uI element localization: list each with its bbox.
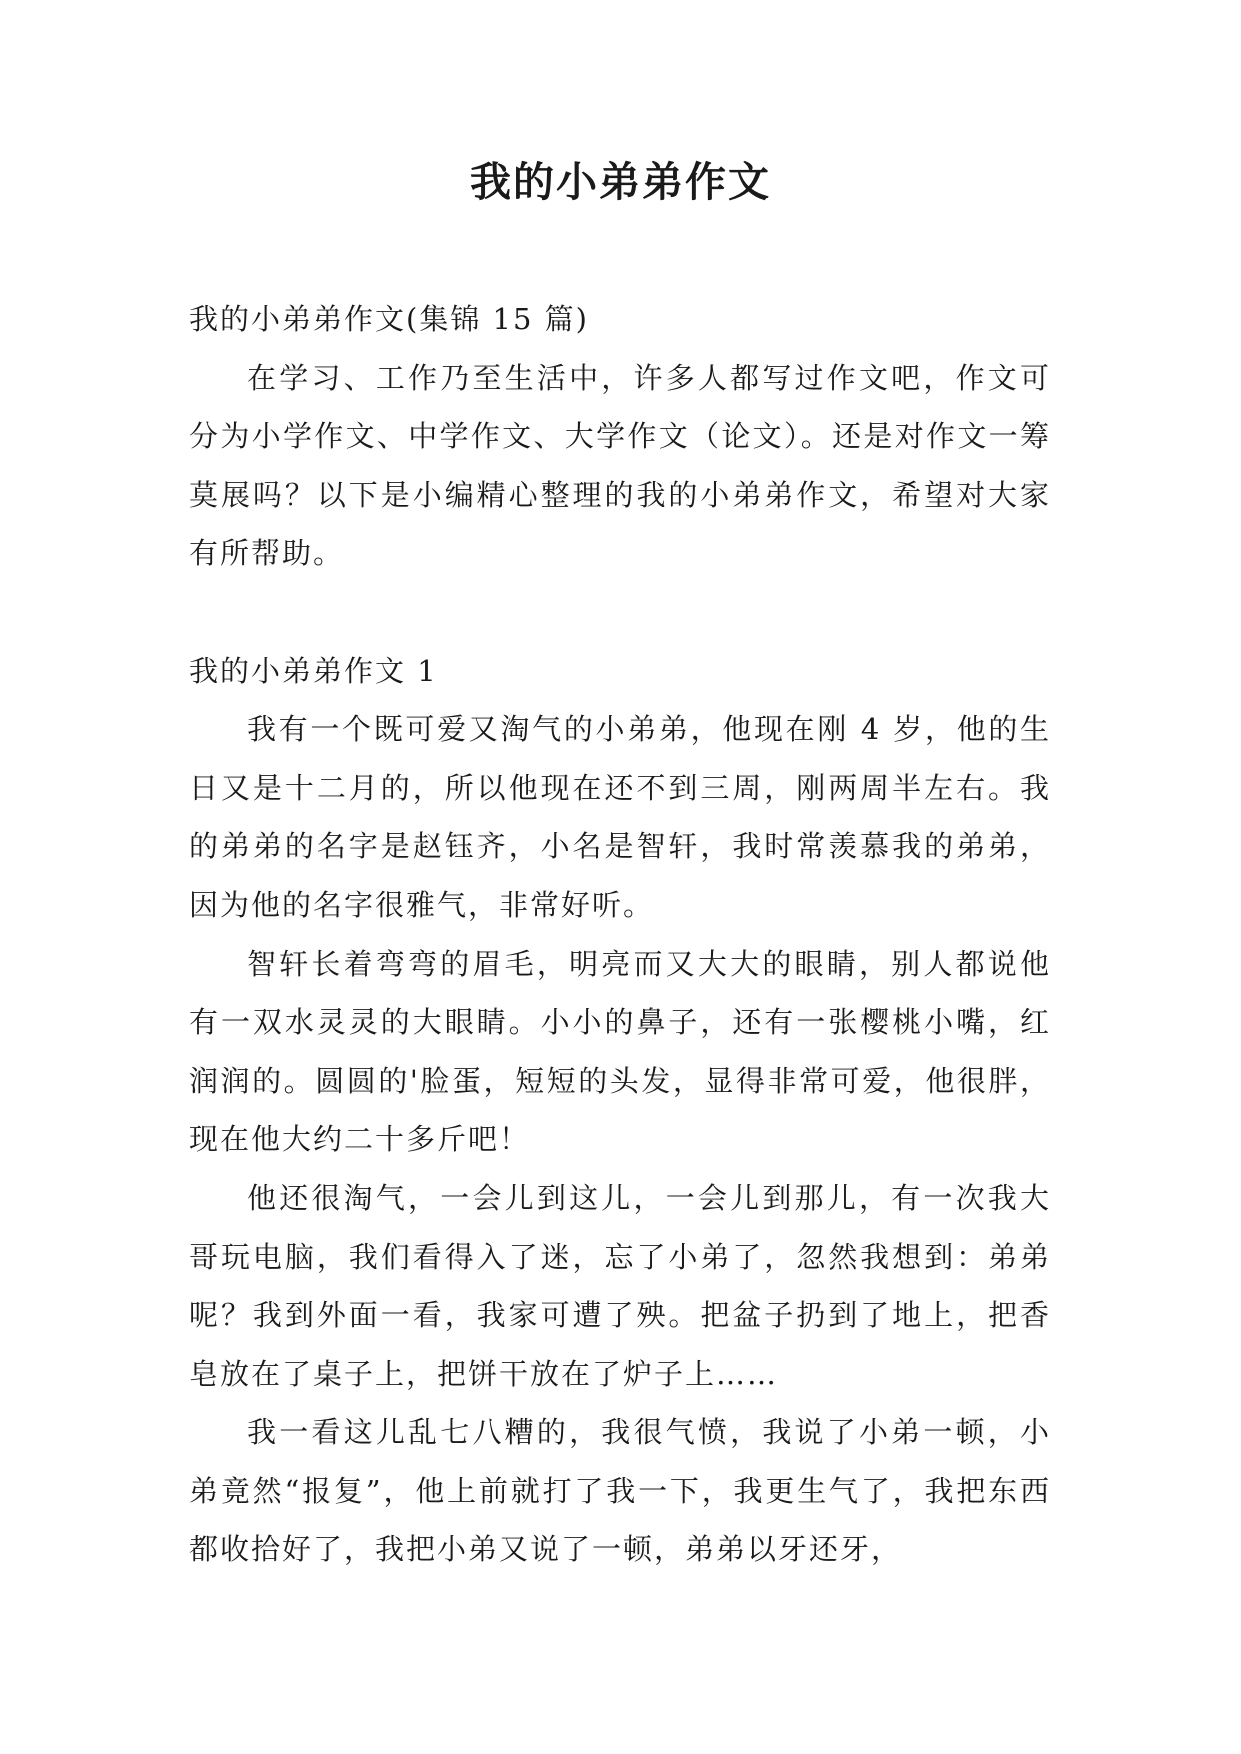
intro-paragraph: 在学习、工作乃至生活中，许多人都写过作文吧，作文可分为小学作文、中学作文、大学作文（论文）。还是对作文一筹莫展吗？以下是小编精心整理的我的小弟弟作文，希望对大家有所帮助。	[189, 360, 1051, 571]
body-paragraph: 智轩长着弯弯的眉毛，明亮而又大大的眼睛，别人都说他有一双水灵灵的大眼睛。小小的鼻子，还有一张樱桃小嘴，红润润的。圆圆的'脸蛋，短短的头发，显得非常可爱，他很胖，现在他大约二十多斤吧！	[189, 946, 1051, 1157]
body-paragraph: 我一看这儿乱七八糟的，我很气愤，我说了小弟一顿，小弟竟然“报复”，他上前就打了我一下，我更生气了，我把东西都收拾好了，我把小弟又说了一顿，弟弟以牙还牙，	[189, 1415, 1051, 1567]
body-paragraph: 他还很淘气，一会儿到这儿，一会儿到那儿，有一次我大哥玩电脑，我们看得入了迷，忘了小弟了，忽然我想到：弟弟呢？我到外面一看，我家可遭了殃。把盆子扔到了地上，把香皂放在了桌子上，把饼干放在了炉子上……	[189, 1180, 1051, 1391]
document-title: 我的小弟弟作文	[470, 158, 771, 206]
body-paragraph: 我有一个既可爱又淘气的小弟弟，他现在刚 4 岁，他的生日又是十二月的，所以他现在还不到三周，刚两周半左右。我的弟弟的名字是赵钰齐，小名是智轩，我时常羡慕我的弟弟，因为他的名字很雅气，非常好听。	[189, 712, 1051, 922]
document-subtitle: 我的小弟弟作文(集锦 15 篇)	[189, 302, 589, 336]
section-heading: 我的小弟弟作文 1	[189, 653, 438, 688]
document-body	[189, 290, 1051, 1579]
